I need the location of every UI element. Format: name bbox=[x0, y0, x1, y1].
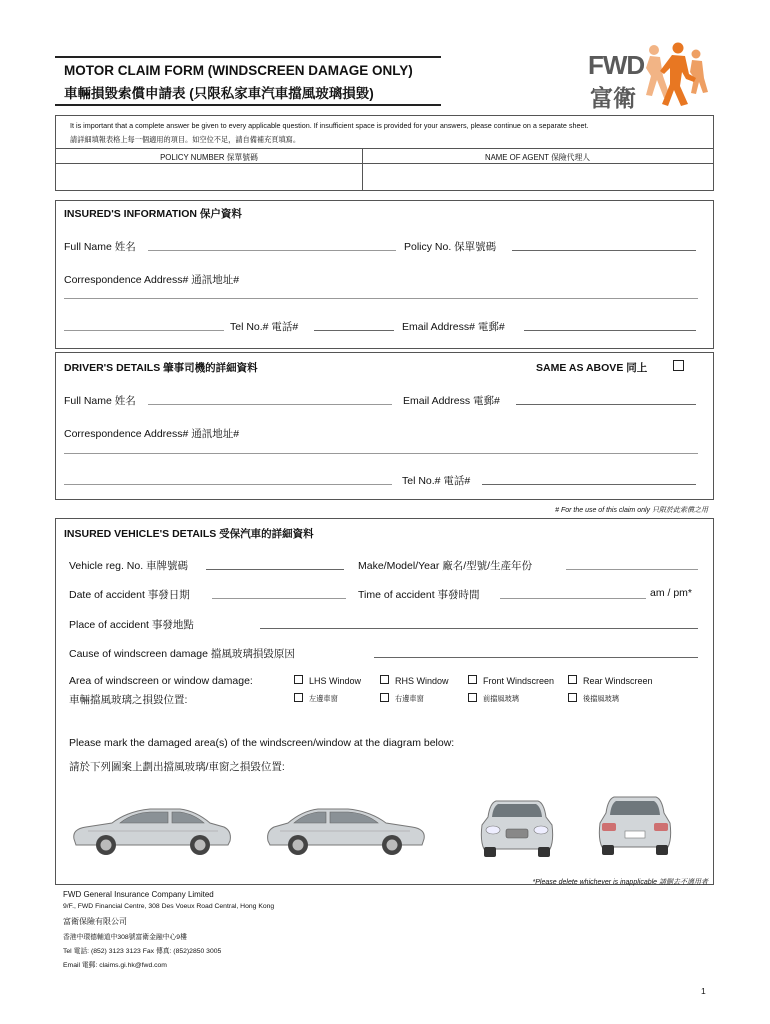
insured-email-label: Email Address# 電郵# bbox=[402, 321, 505, 333]
running-figures-icon bbox=[642, 42, 708, 112]
driver-tel-label: Tel No.# 電話# bbox=[402, 475, 471, 487]
same-as-above-label: SAME AS ABOVE 同上 bbox=[536, 362, 648, 374]
vehicle-make-label: Make/Model/Year 廠名/型號/生產年份 bbox=[358, 560, 533, 572]
damage-area-label-zh: 車輛擋風玻璃之損毀位置: bbox=[69, 694, 188, 706]
driver-tel-input[interactable] bbox=[482, 484, 696, 485]
insured-address-line2-input[interactable] bbox=[64, 330, 224, 331]
car-rear-diagram[interactable] bbox=[596, 791, 674, 861]
insured-section-title: INSURED'S INFORMATION 保户資料 bbox=[64, 208, 242, 220]
title-bottom-rule bbox=[55, 104, 441, 106]
rhs-window-label-zh: 右邊車窗 bbox=[395, 694, 424, 703]
damage-cause-label: Cause of windscreen damage 擋風玻璃損毀原因 bbox=[69, 648, 295, 660]
lhs-window-zh-checkbox[interactable] bbox=[294, 693, 303, 702]
driver-section-title: DRIVER'S DETAILS 肇事司機的詳細資料 bbox=[64, 362, 258, 374]
driver-address-input[interactable] bbox=[64, 453, 698, 454]
same-as-above-checkbox[interactable] bbox=[673, 360, 684, 371]
diagram-instruction-en: Please mark the damaged area(s) of the windscreen/window at the diagram below: bbox=[69, 737, 455, 749]
accident-date-label: Date of accident 事發日期 bbox=[69, 589, 190, 601]
policy-agent-box bbox=[55, 115, 714, 191]
front-windscreen-checkbox[interactable] bbox=[468, 675, 477, 684]
claim-use-note: # For the use of this claim only 只限於此索償之用 bbox=[555, 507, 708, 514]
vehicle-reg-input[interactable] bbox=[206, 569, 344, 570]
car-left-side-diagram[interactable] bbox=[68, 801, 236, 861]
insured-tel-label: Tel No.# 電話# bbox=[230, 321, 299, 333]
footer-company-en: FWD General Insurance Company Limited bbox=[63, 890, 214, 899]
insured-email-input[interactable] bbox=[524, 330, 696, 331]
accident-place-label: Place of accident 事發地點 bbox=[69, 619, 194, 631]
footer-company-zh: 富衛保險有限公司 bbox=[63, 917, 127, 926]
footer-email[interactable]: Email 電郵: claims.gi.hk@fwd.com bbox=[63, 962, 167, 969]
instructions-zh: 請詳細填報表格上每一個適用的項目。如空位不足，請自備補充頁填寫。 bbox=[70, 135, 301, 144]
agent-name-label: NAME OF AGENT 保險代理人 bbox=[484, 153, 591, 162]
logo-brand-zh: 富衛 bbox=[590, 85, 636, 111]
insured-policy-no-label: Policy No. 保單號碼 bbox=[404, 241, 497, 253]
title-top-rule bbox=[55, 56, 441, 58]
vehicle-reg-label: Vehicle reg. No. 車牌號碼 bbox=[69, 560, 189, 572]
footer-address-en: 9/F., FWD Financial Centre, 308 Des Voeux Road Central, Hong Kong bbox=[63, 903, 275, 910]
form-title-en: MOTOR CLAIM FORM (WINDSCREEN DAMAGE ONLY) bbox=[64, 63, 413, 78]
driver-email-label: Email Address 電郵# bbox=[403, 395, 500, 407]
rhs-window-checkbox[interactable] bbox=[380, 675, 389, 684]
driver-details-section bbox=[55, 352, 714, 500]
instructions-en: It is important that a complete answer be given to every applicable question. If insufficient space is provided for your answers, please continue on a separate sheet. bbox=[70, 121, 589, 130]
rhs-window-zh-checkbox[interactable] bbox=[380, 693, 389, 702]
vehicle-section-title: INSURED VEHICLE'S DETAILS 受保汽車的詳細資料 bbox=[64, 528, 314, 540]
driver-full-name-label: Full Name 姓名 bbox=[64, 395, 136, 407]
diagram-instruction-zh: 請於下列圖案上劃出擋風玻璃/車窗之損毀位置: bbox=[69, 761, 285, 773]
damage-area-label-en: Area of windscreen or window damage: bbox=[69, 675, 253, 687]
accident-time-label: Time of accident 事發時間 bbox=[358, 589, 480, 601]
logo-brand-en: FWD bbox=[588, 50, 645, 80]
agent-name-input[interactable] bbox=[364, 164, 712, 190]
footer-address-zh: 香港中環德輔道中308號富衛金融中心9樓 bbox=[63, 934, 187, 941]
rear-windscreen-label-zh: 後擋風玻璃 bbox=[583, 694, 619, 703]
vehicle-make-input[interactable] bbox=[566, 569, 698, 570]
insured-address-input[interactable] bbox=[64, 298, 698, 299]
divider bbox=[56, 148, 713, 149]
vehicle-details-section bbox=[55, 518, 714, 885]
lhs-window-checkbox[interactable] bbox=[294, 675, 303, 684]
accident-place-input[interactable] bbox=[260, 628, 698, 629]
front-windscreen-label-zh: 前擋風玻璃 bbox=[483, 694, 519, 703]
insured-full-name-label: Full Name 姓名 bbox=[64, 241, 136, 253]
front-windscreen-label: Front Windscreen bbox=[483, 676, 555, 686]
insured-information-section bbox=[55, 200, 714, 349]
rear-windscreen-label: Rear Windscreen bbox=[583, 676, 653, 686]
accident-time-input[interactable] bbox=[500, 598, 646, 599]
rear-windscreen-zh-checkbox[interactable] bbox=[568, 693, 577, 702]
rhs-window-label: RHS Window bbox=[395, 676, 449, 686]
driver-email-input[interactable] bbox=[516, 404, 696, 405]
rear-windscreen-checkbox[interactable] bbox=[568, 675, 577, 684]
form-title-zh: 車輛損毀索償申請表 (只限私家車汽車擋風玻璃損毀) bbox=[64, 86, 374, 101]
policy-number-label: POLICY NUMBER 保單號碼 bbox=[160, 153, 258, 162]
lhs-window-label-zh: 左邊車窗 bbox=[309, 694, 338, 703]
front-windscreen-zh-checkbox[interactable] bbox=[468, 693, 477, 702]
insured-address-label: Correspondence Address# 通訊地址# bbox=[64, 274, 240, 286]
page-number: 1 bbox=[701, 986, 706, 996]
insured-full-name-input[interactable] bbox=[148, 250, 396, 251]
am-pm-label: am / pm* bbox=[650, 587, 693, 599]
car-right-side-diagram[interactable] bbox=[262, 801, 430, 861]
delete-inapplicable-note: *Please delete whichever is inapplicable 請刪去不適用者 bbox=[532, 879, 708, 886]
fwd-logo bbox=[586, 42, 706, 112]
driver-address-label: Correspondence Address# 通訊地址# bbox=[64, 428, 240, 440]
driver-address-line2-input[interactable] bbox=[64, 484, 392, 485]
insured-policy-no-input[interactable] bbox=[512, 250, 696, 251]
car-front-diagram[interactable] bbox=[478, 795, 556, 861]
accident-date-input[interactable] bbox=[212, 598, 346, 599]
driver-full-name-input[interactable] bbox=[148, 404, 392, 405]
damage-cause-input[interactable] bbox=[374, 657, 698, 658]
insured-tel-input[interactable] bbox=[314, 330, 394, 331]
policy-number-input[interactable] bbox=[57, 164, 361, 190]
lhs-window-label: LHS Window bbox=[309, 676, 362, 686]
footer-tel-fax: Tel 電話: (852) 3123 3123 Fax 傳真: (852)2850 3005 bbox=[63, 948, 222, 955]
